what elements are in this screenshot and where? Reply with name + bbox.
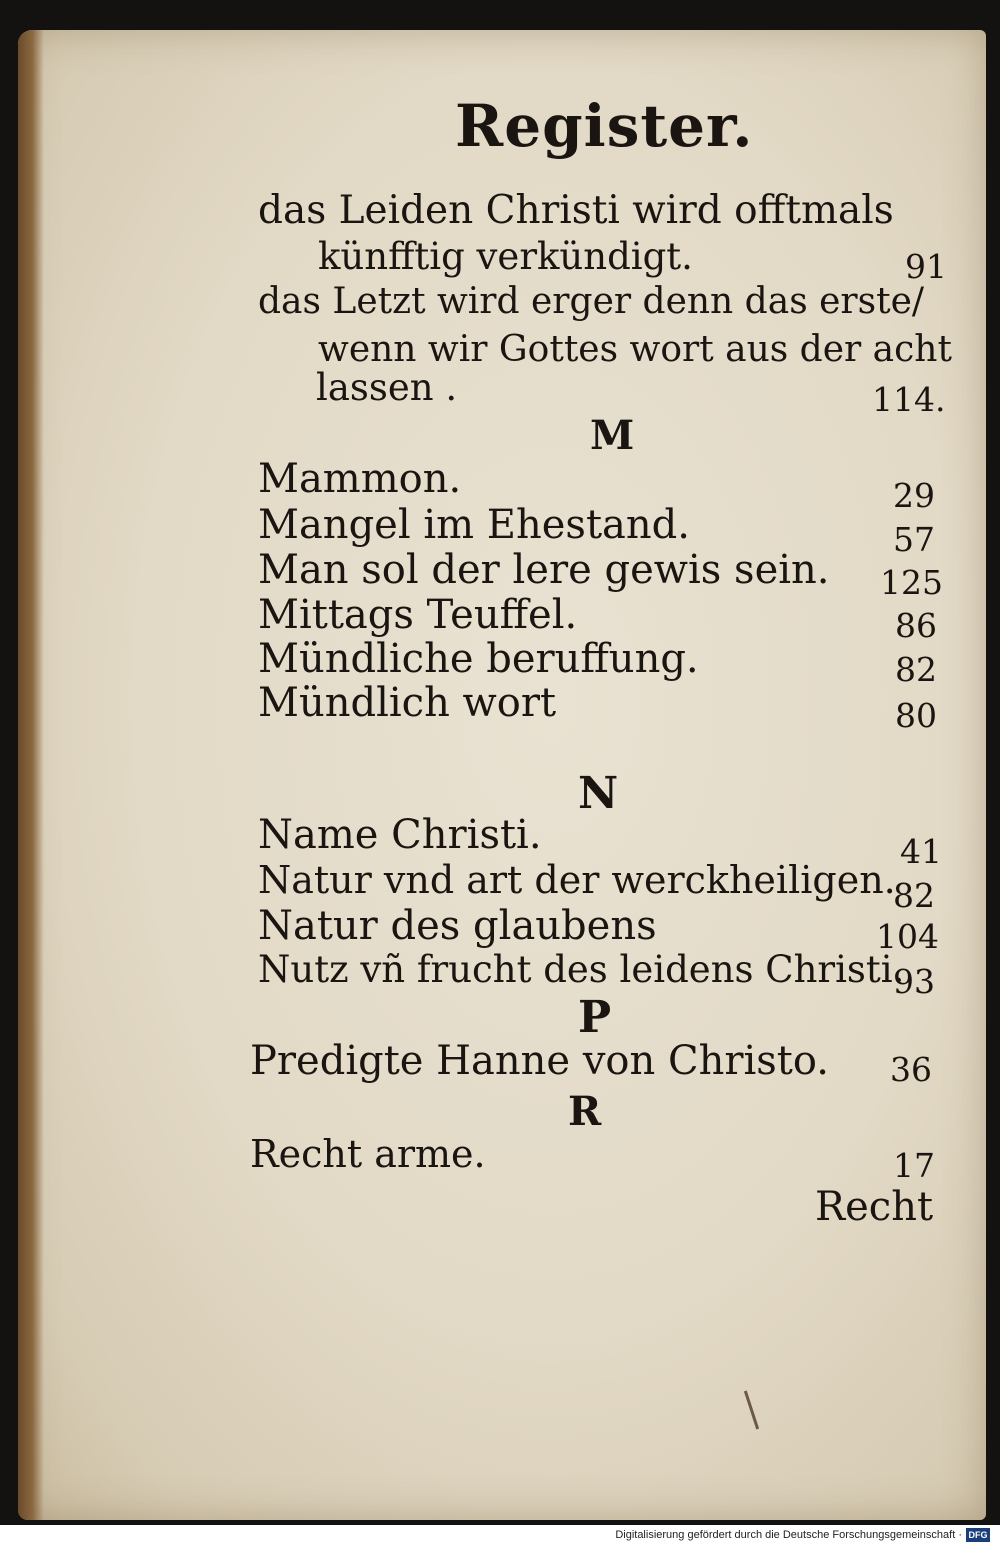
page-number: 125 [880, 563, 943, 602]
index-entry: Nutz vñ frucht des leidens Christi. [258, 948, 905, 991]
index-entry: Mangel im Ehestand. [258, 502, 690, 548]
page-number: 36 [890, 1050, 932, 1089]
page-number: 82 [895, 650, 937, 689]
page-number: 41 [900, 832, 942, 871]
catchword: Recht [815, 1184, 934, 1230]
page-number: 57 [893, 520, 935, 559]
index-entry: das Leiden Christi wird offtmals [258, 188, 894, 233]
index-entry: wenn wir Gottes wort aus der acht [318, 329, 952, 370]
page-number: 82 [893, 876, 935, 915]
page-number: 86 [895, 606, 937, 645]
index-entry: das Letzt wird erger denn das erste/ [258, 281, 924, 322]
section-letter: M [590, 412, 635, 459]
index-entry: Mündlich wort [258, 680, 557, 726]
page-number: 114. [872, 380, 946, 419]
index-entry: Predigte Hanne von Christo. [250, 1038, 829, 1084]
index-entry: künfftig verkündigt. [318, 235, 693, 278]
page-number: 104 [876, 917, 939, 956]
section-letter: N [578, 768, 619, 819]
index-entry: Mittags Teuffel. [258, 592, 578, 638]
section-letter: P [578, 992, 612, 1043]
page-spine-edge [18, 30, 44, 1520]
dfg-logo: DFG [966, 1528, 990, 1542]
index-entry: Recht arme. [250, 1132, 486, 1176]
index-entry: Mündliche beruffung. [258, 636, 699, 682]
page-number: 91 [905, 247, 947, 286]
page-number: 93 [893, 962, 935, 1001]
page-number: 17 [893, 1146, 935, 1185]
index-entry: Mammon. [258, 456, 462, 502]
index-entry: Name Christi. [258, 812, 542, 858]
index-entry: Man sol der lere gewis sein. [258, 547, 830, 593]
section-letter: R [568, 1088, 602, 1135]
index-entry: Natur vnd art der werckheiligen. [258, 858, 896, 902]
ink-speck [744, 1391, 759, 1430]
index-entry: Natur des glaubens [258, 903, 657, 949]
page-title: Register. [455, 92, 754, 160]
footer-credit: Digitalisierung gefördert durch die Deutsche Forschungsgemeinschaft · [615, 1529, 962, 1541]
page-number: 80 [895, 696, 937, 735]
page-number: 29 [893, 476, 935, 515]
index-entry: lassen . [316, 366, 458, 409]
